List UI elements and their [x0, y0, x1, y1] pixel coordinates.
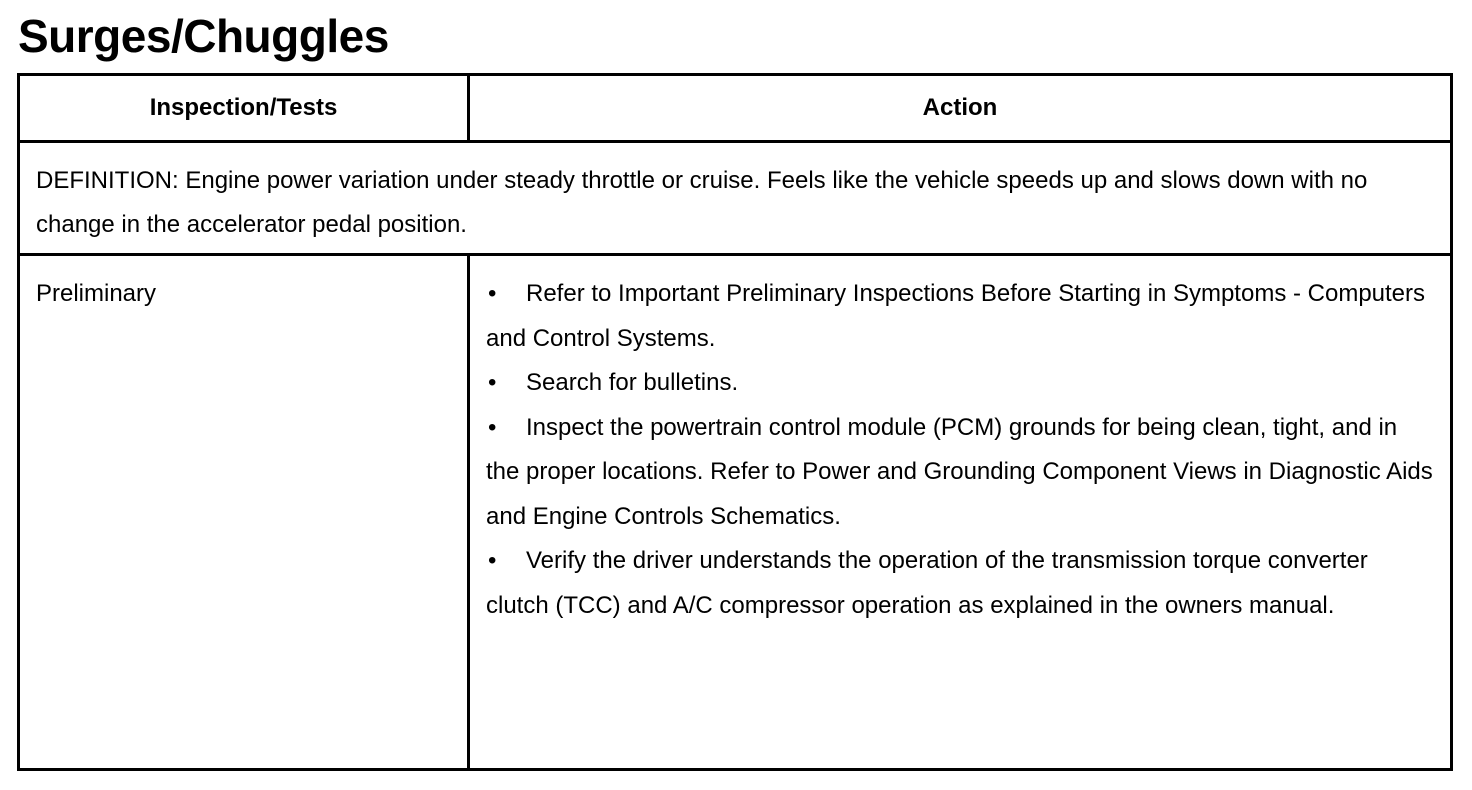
definition-text: DEFINITION: Engine power variation under steady throttle or cruise. Feels like the vehicle speeds up and slows down with no change in the accelerator pedal position. — [19, 142, 1452, 255]
inspection-cell: Preliminary — [19, 255, 469, 770]
action-list-item — [486, 539, 1434, 628]
action-list-item — [486, 406, 1434, 540]
bullet-icon: • — [488, 369, 497, 396]
table-row — [19, 255, 1452, 770]
diagnostic-table — [17, 73, 1453, 771]
bullet-icon: • — [488, 547, 497, 574]
action-text: Search for bulletins. — [526, 369, 739, 396]
action-text: Inspect the powertrain control module (PCM) grounds for being clean, tight, and in the proper locations. Refer to Power and Grounding Component Views in Diagnostic Aids and Engine Controls Schematics. — [486, 413, 1433, 530]
bullet-icon: • — [488, 280, 497, 307]
definition-row — [19, 142, 1452, 255]
action-list-item — [486, 272, 1434, 361]
action-text: Verify the driver understands the operation of the transmission torque converter clutch (TCC) and A/C compressor operation as explained in the owners manual. — [486, 547, 1368, 619]
action-cell — [469, 255, 1452, 770]
action-text: Refer to Important Preliminary Inspections Before Starting in Symptoms - Computers and Control Systems. — [486, 280, 1426, 352]
page-title: Surges/Chuggles — [18, 10, 389, 62]
header-inspection-tests: Inspection/Tests — [19, 75, 469, 142]
action-list-item — [486, 361, 1434, 406]
header-action: Action — [469, 75, 1452, 142]
header-row — [19, 75, 1452, 142]
bullet-icon: • — [488, 413, 497, 441]
